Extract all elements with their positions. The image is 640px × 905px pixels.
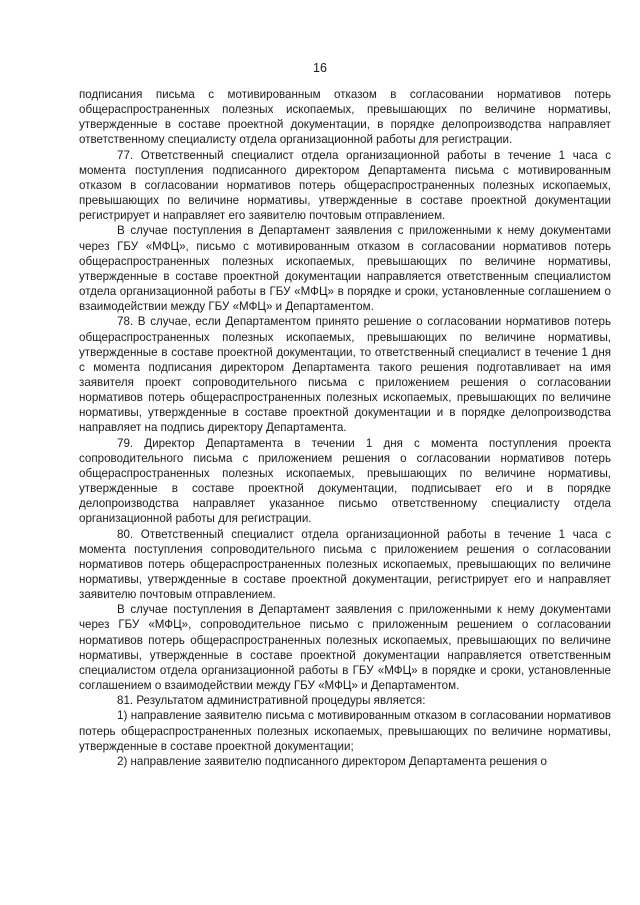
paragraph-80-mfc: В случае поступления в Департамент заявления с приложенными к нему документами через ГБУ «МФЦ», сопроводительное письмо с приложенным решением о согласовании нормативов потерь общераспространенных полезных ископаемых, превышающих по величине нормативы, утвержденные в составе проектной документации направляется ответственным специалистом отдела организационной работы в ГБУ «МФЦ» в порядке и сроки, установленные соглашением о взаимодействии между ГБУ «МФЦ» и Департаментом.: [79, 603, 611, 693]
document-body: [79, 87, 611, 769]
paragraph-81-item-1: 1) направление заявителю письма с мотивированным отказом в согласовании нормативов потерь общераспространенных полезных ископаемых, превышающих по величине нормативы, утвержденные в составе проектной документации;: [79, 709, 611, 753]
paragraph-80: 80. Ответственный специалист отдела организационной работы в течение 1 часа с момента поступления сопроводительного письма с приложением решения о согласовании нормативов потерь общераспространенных полезных ископаемых, превышающих по величине нормативы, утвержденные в составе проектной документации, регистрирует его и направляет заявителю почтовым отправлением.: [79, 527, 611, 602]
paragraph-79: 79. Директор Департамента в течении 1 дня с момента поступления проекта сопроводительного письма с приложением решения о согласовании нормативов потерь общераспространенных полезных ископаемых, превышающих по величине нормативы, утвержденные в составе проектной документации, подписывает его и в порядке делопроизводства направляет указанное письмо ответственному специалисту отдела организационной работы для регистрации.: [79, 436, 611, 526]
paragraph-81: 81. Результатом административной процедуры является:: [117, 694, 426, 708]
paragraph-continued: подписания письма с мотивированным отказом в согласовании нормативов потерь общераспространенных полезных ископаемых, превышающих по величине нормативы, утвержденные в составе проектной документации, в порядке делопроизводства направляет ответственному специалисту отдела организационной работы для регистрации.: [79, 88, 611, 147]
paragraph-77-mfc: В случае поступления в Департамент заявления с приложенными к нему документами через ГБУ «МФЦ», письмо с мотивированным отказом в согласовании нормативов потерь общераспространенных полезных ископаемых, превышающих по величине нормативы, утвержденные в составе проектной документации направляется ответственным специалистом отдела организационной работы в ГБУ «МФЦ» в порядке и сроки, установленные соглашением о взаимодействии между ГБУ «МФЦ» и Департаментом.: [79, 224, 611, 314]
page-number: 16: [313, 61, 327, 75]
paragraph-78: 78. В случае, если Департаментом принято решение о согласовании нормативов потерь общераспространенных полезных ископаемых, превышающих по величине нормативы, утвержденные в составе проектной документации, то ответственный специалист в течение 1 дня с момента подписания директором Департамента такого решения подготавливает на имя заявителя проект сопроводительного письма с приложением решения о согласовании нормативов потерь общераспространенных полезных ископаемых, превышающих по величине нормативы, утвержденные в составе проектной документации и в порядке делопроизводства направляет на подпись директору Департамента.: [79, 315, 611, 435]
paragraph-81-item-2: 2) направление заявителю подписанного директором Департамента решения о: [117, 754, 547, 768]
paragraph-77: 77. Ответственный специалист отдела организационной работы в течение 1 часа с момента поступления подписанного директором Департамента письма с мотивированным отказом в согласовании нормативов потерь общераспространенных полезных ископаемых, превышающих по величине нормативы, утвержденные в составе проектной документации регистрирует и направляет его заявителю почтовым отправлением.: [79, 148, 611, 223]
